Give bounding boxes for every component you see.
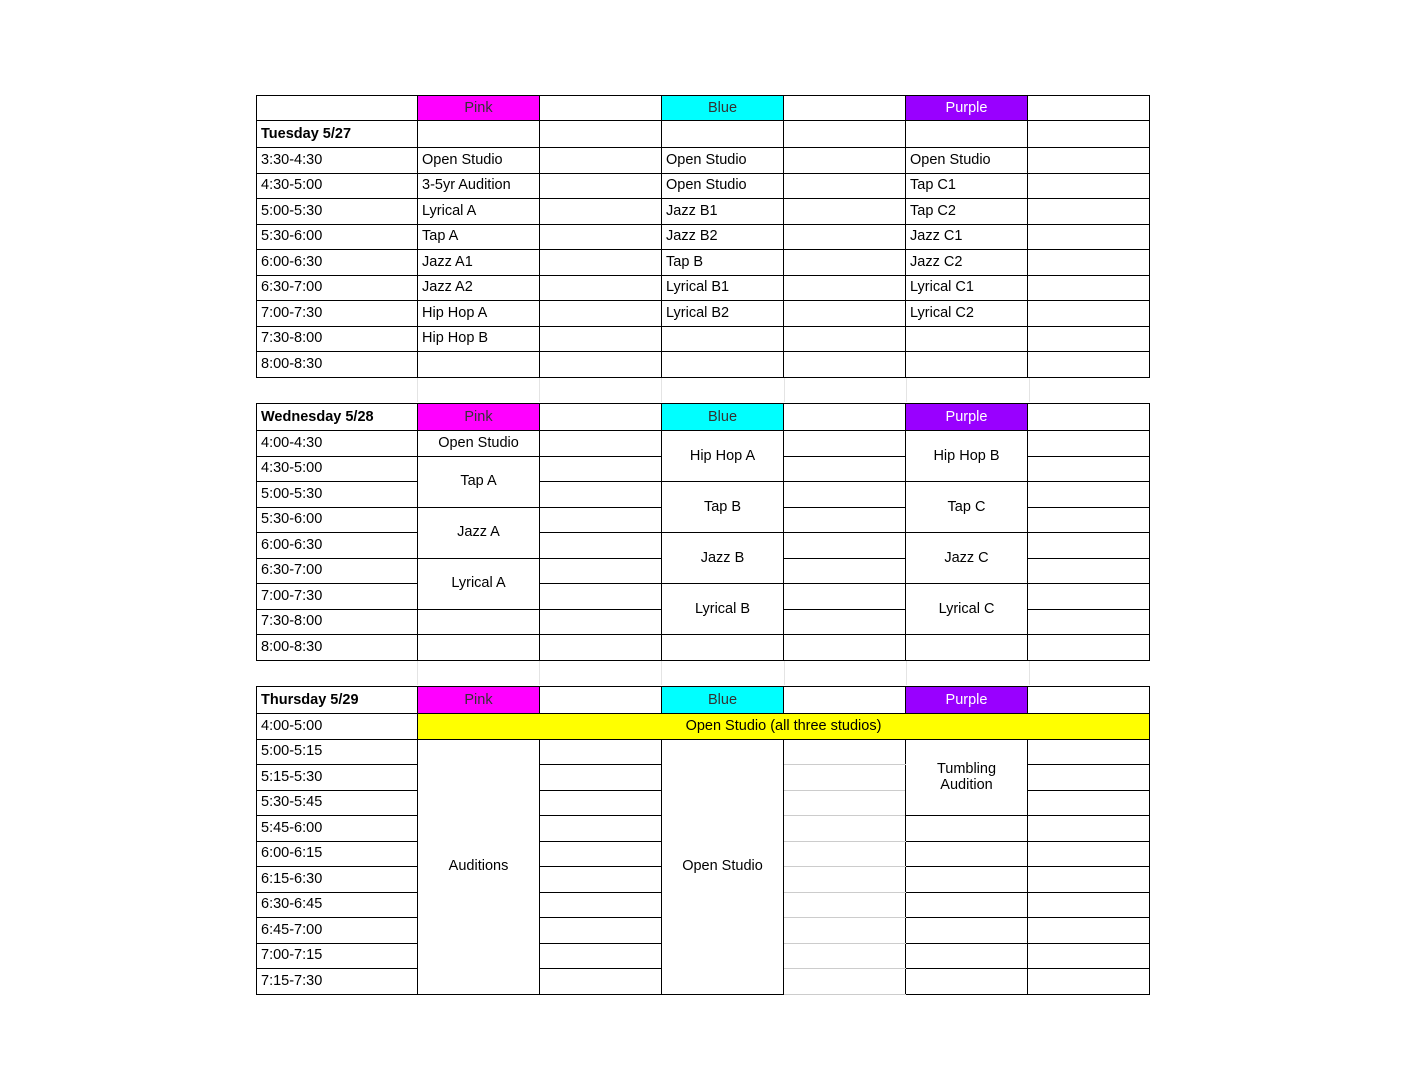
- blue-class: Hip Hop A: [662, 431, 784, 482]
- pink-studio-header: Pink: [418, 404, 540, 431]
- pink-class: Open Studio: [418, 431, 540, 457]
- pink-class: Lyrical A: [418, 558, 540, 609]
- time-slot: 5:30-6:00: [257, 507, 418, 533]
- blue-class: Tap B: [662, 482, 784, 533]
- table-row: [257, 250, 1150, 276]
- table-row: [257, 275, 1150, 301]
- pink-auditions-block: Auditions: [418, 739, 540, 994]
- open-studio-all-banner: Open Studio (all three studios): [418, 714, 1150, 740]
- time-slot: 8:00-8:30: [257, 635, 418, 661]
- tumbling-label: Tumbling: [936, 760, 997, 777]
- time-slot: 3:30-4:30: [257, 148, 418, 174]
- purple-class: Lyrical C2: [906, 301, 1028, 327]
- time-slot: 7:00-7:30: [257, 584, 418, 610]
- audition-label: Audition: [940, 777, 993, 794]
- purple-studio-header: Purple: [906, 404, 1028, 431]
- time-slot: 7:30-8:00: [257, 609, 418, 635]
- day-title: Wednesday 5/28: [257, 404, 418, 431]
- table-row: [257, 326, 1150, 352]
- time-slot: 4:30-5:00: [257, 173, 418, 199]
- purple-tumbling-audition-block: [906, 739, 1028, 816]
- table-row: [257, 352, 1150, 378]
- table-row: [257, 224, 1150, 250]
- time-slot: 6:30-7:00: [257, 275, 418, 301]
- time-slot: 6:15-6:30: [257, 867, 418, 893]
- time-slot: 8:00-8:30: [257, 352, 418, 378]
- time-slot: 5:00-5:30: [257, 199, 418, 225]
- pink-class: [418, 352, 540, 378]
- time-slot: 6:30-6:45: [257, 892, 418, 918]
- blue-class: [662, 352, 784, 378]
- time-slot: 7:00-7:30: [257, 301, 418, 327]
- time-slot: 7:00-7:15: [257, 943, 418, 969]
- time-slot: 6:30-7:00: [257, 558, 418, 584]
- blue-class: Lyrical B1: [662, 275, 784, 301]
- table-row: [257, 199, 1150, 225]
- corner-cell: [257, 96, 418, 121]
- pink-class: Tap A: [418, 456, 540, 507]
- purple-studio-header: Purple: [906, 96, 1028, 121]
- purple-class: [906, 326, 1028, 352]
- blue-class: Jazz B1: [662, 199, 784, 225]
- time-slot: 6:45-7:00: [257, 918, 418, 944]
- purple-class: Lyrical C: [906, 584, 1028, 635]
- purple-class: Jazz C1: [906, 224, 1028, 250]
- pink-studio-header: Pink: [418, 687, 540, 714]
- purple-class: [906, 352, 1028, 378]
- time-slot: 6:00-6:15: [257, 841, 418, 867]
- blue-studio-header: Blue: [662, 687, 784, 714]
- time-slot: 5:30-6:00: [257, 224, 418, 250]
- day-title: Tuesday 5/27: [257, 121, 418, 148]
- blue-studio-header: Blue: [662, 96, 784, 121]
- pink-class: Lyrical A: [418, 199, 540, 225]
- spacer-row: [256, 661, 1152, 685]
- blue-class: Lyrical B2: [662, 301, 784, 327]
- purple-class: Jazz C2: [906, 250, 1028, 276]
- spacer-row: [256, 378, 1152, 402]
- blue-class: Open Studio: [662, 148, 784, 174]
- blue-class: Lyrical B: [662, 584, 784, 635]
- pink-class: Jazz A2: [418, 275, 540, 301]
- blue-class: Open Studio: [662, 173, 784, 199]
- pink-class: Hip Hop A: [418, 301, 540, 327]
- table-row: [257, 148, 1150, 174]
- pink-class: Jazz A1: [418, 250, 540, 276]
- blue-class: [662, 326, 784, 352]
- table-row: [257, 173, 1150, 199]
- time-slot: 5:00-5:15: [257, 739, 418, 765]
- blue-class: Tap B: [662, 250, 784, 276]
- purple-class: Jazz C: [906, 533, 1028, 584]
- purple-class: Hip Hop B: [906, 431, 1028, 482]
- purple-class: Lyrical C1: [906, 275, 1028, 301]
- pink-studio-header: Pink: [418, 96, 540, 121]
- blue-studio-header: Blue: [662, 404, 784, 431]
- time-slot: 5:30-5:45: [257, 790, 418, 816]
- purple-class: Tap C1: [906, 173, 1028, 199]
- blue-open-studio-block: Open Studio: [662, 739, 784, 994]
- pink-class: 3-5yr Audition: [418, 173, 540, 199]
- time-slot: 4:30-5:00: [257, 456, 418, 482]
- time-slot: 5:45-6:00: [257, 816, 418, 842]
- time-slot: 5:00-5:30: [257, 482, 418, 508]
- thursday-schedule: [256, 686, 1150, 995]
- purple-studio-header: Purple: [906, 687, 1028, 714]
- table-row: [257, 301, 1150, 327]
- blue-class: Jazz B2: [662, 224, 784, 250]
- pink-class: Open Studio: [418, 148, 540, 174]
- wednesday-schedule: [256, 403, 1150, 661]
- pink-class: Hip Hop B: [418, 326, 540, 352]
- purple-class: Open Studio: [906, 148, 1028, 174]
- time-slot: 5:15-5:30: [257, 765, 418, 791]
- blue-class: Jazz B: [662, 533, 784, 584]
- purple-class: Tap C: [906, 482, 1028, 533]
- time-slot: 7:15-7:30: [257, 969, 418, 995]
- purple-class: Tap C2: [906, 199, 1028, 225]
- time-slot: 6:00-6:30: [257, 250, 418, 276]
- time-slot: 6:00-6:30: [257, 533, 418, 559]
- pink-class: Jazz A: [418, 507, 540, 558]
- day-title: Thursday 5/29: [257, 687, 418, 714]
- tuesday-schedule: [256, 95, 1150, 378]
- time-slot: 4:00-5:00: [257, 714, 418, 740]
- pink-class: Tap A: [418, 224, 540, 250]
- time-slot: 4:00-4:30: [257, 431, 418, 457]
- time-slot: 7:30-8:00: [257, 326, 418, 352]
